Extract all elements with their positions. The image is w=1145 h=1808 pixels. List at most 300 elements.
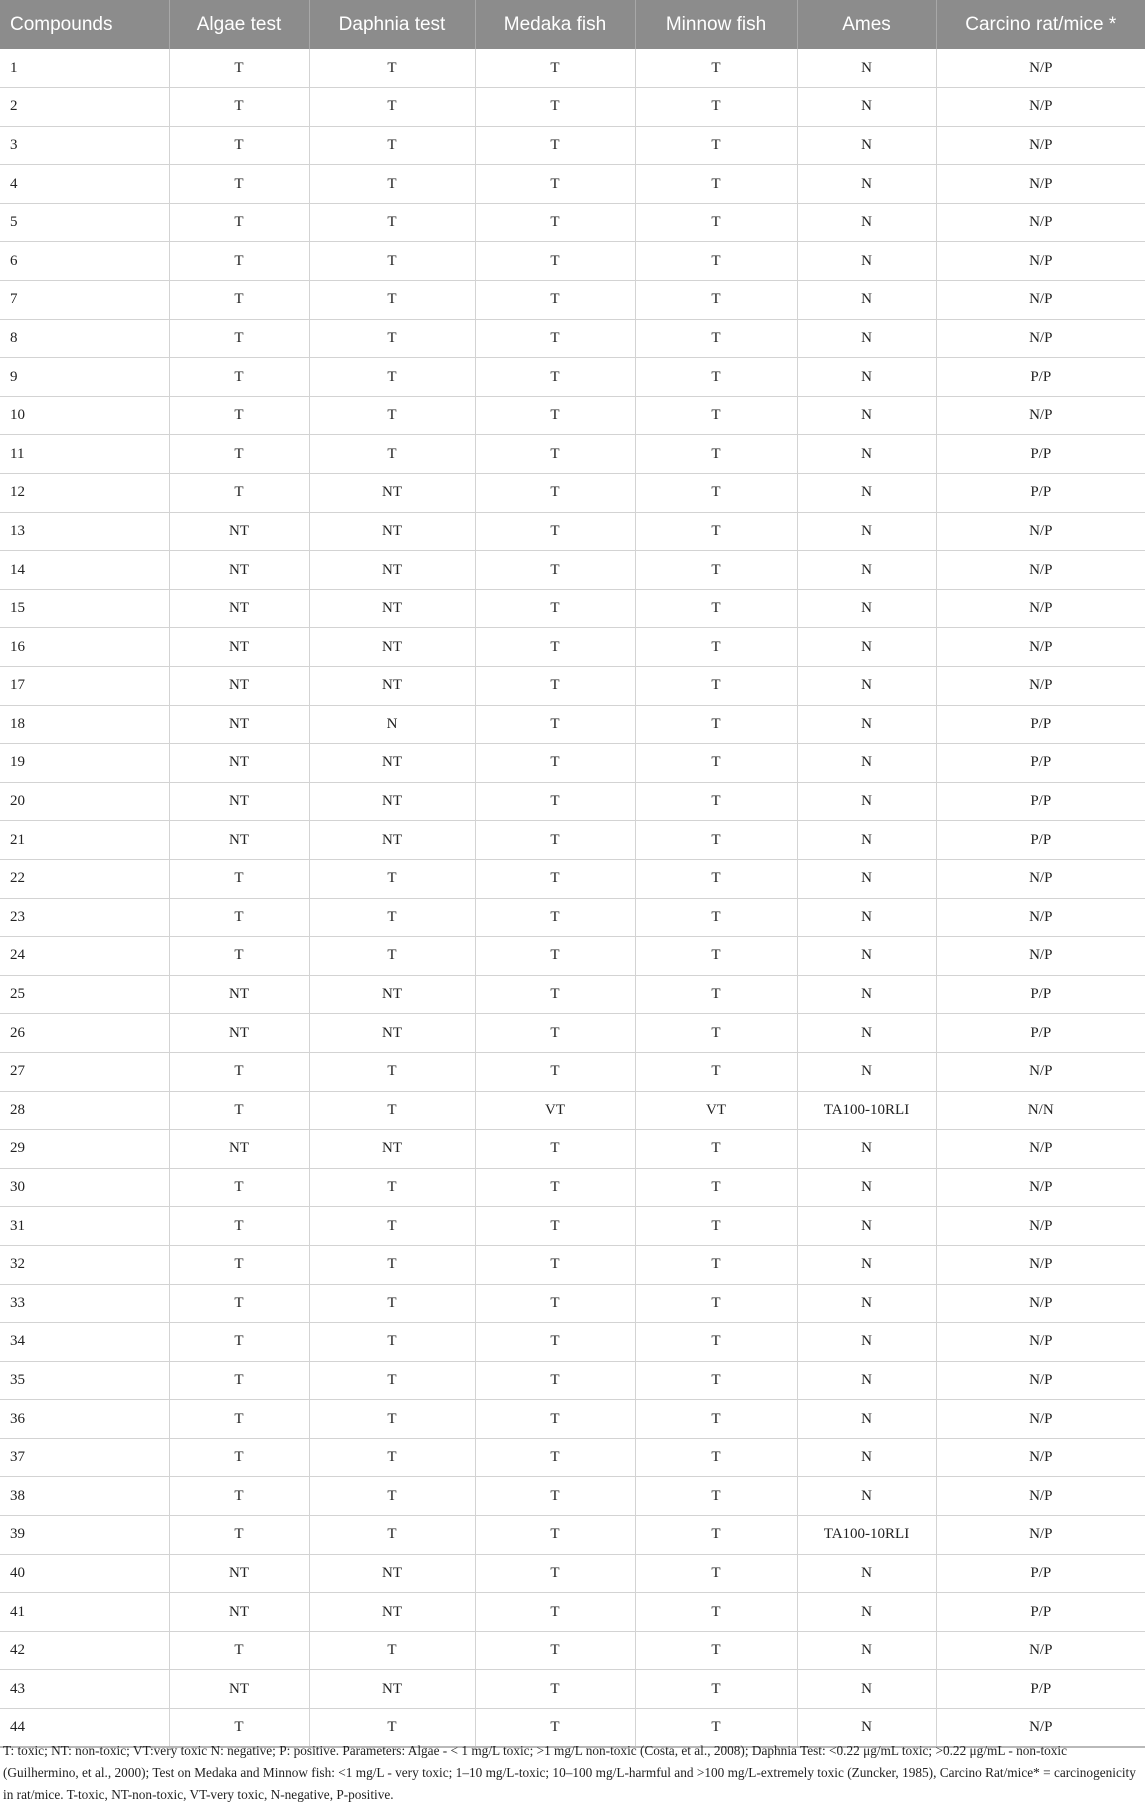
table-row [0, 1168, 1145, 1207]
cell-algae: NT [169, 744, 309, 783]
cell-minnow: T [635, 1207, 797, 1246]
cell-minnow: T [635, 1709, 797, 1748]
cell-algae: NT [169, 551, 309, 590]
cell-medaka: T [475, 474, 635, 513]
cell-daphnia: T [309, 126, 475, 165]
cell-compound: 10 [0, 396, 169, 435]
cell-compound: 25 [0, 975, 169, 1014]
cell-ames: N [797, 898, 936, 937]
table-row [0, 126, 1145, 165]
cell-compound: 38 [0, 1477, 169, 1516]
cell-daphnia: N [309, 705, 475, 744]
cell-daphnia: T [309, 1168, 475, 1207]
cell-ames: N [797, 319, 936, 358]
cell-compound: 30 [0, 1168, 169, 1207]
cell-daphnia: NT [309, 628, 475, 667]
cell-medaka: T [475, 203, 635, 242]
cell-algae: T [169, 49, 309, 88]
cell-compound: 44 [0, 1709, 169, 1748]
cell-compound: 39 [0, 1516, 169, 1555]
table-row [0, 358, 1145, 397]
cell-compound: 37 [0, 1438, 169, 1477]
cell-carcino: N/P [936, 859, 1145, 898]
cell-carcino: N/P [936, 319, 1145, 358]
cell-carcino: N/P [936, 1245, 1145, 1284]
table-row [0, 551, 1145, 590]
cell-ames: N [797, 203, 936, 242]
cell-minnow: T [635, 1593, 797, 1632]
cell-minnow: T [635, 1361, 797, 1400]
cell-ames: N [797, 396, 936, 435]
table-row [0, 319, 1145, 358]
cell-carcino: N/P [936, 49, 1145, 88]
cell-carcino: P/P [936, 975, 1145, 1014]
cell-carcino: N/P [936, 88, 1145, 127]
cell-medaka: T [475, 1631, 635, 1670]
cell-carcino: N/P [936, 512, 1145, 551]
cell-medaka: T [475, 126, 635, 165]
cell-medaka: T [475, 1130, 635, 1169]
cell-daphnia: T [309, 435, 475, 474]
table-row [0, 1400, 1145, 1439]
cell-algae: NT [169, 705, 309, 744]
cell-daphnia: NT [309, 744, 475, 783]
cell-compound: 34 [0, 1323, 169, 1362]
cell-daphnia: T [309, 1361, 475, 1400]
cell-compound: 20 [0, 782, 169, 821]
cell-minnow: T [635, 512, 797, 551]
cell-daphnia: T [309, 88, 475, 127]
table-row [0, 88, 1145, 127]
cell-algae: T [169, 126, 309, 165]
cell-algae: T [169, 435, 309, 474]
cell-medaka: T [475, 628, 635, 667]
cell-algae: NT [169, 1554, 309, 1593]
cell-ames: N [797, 512, 936, 551]
cell-minnow: T [635, 474, 797, 513]
cell-carcino: N/P [936, 1400, 1145, 1439]
cell-ames: N [797, 859, 936, 898]
cell-minnow: T [635, 1168, 797, 1207]
cell-daphnia: T [309, 1477, 475, 1516]
cell-compound: 8 [0, 319, 169, 358]
cell-carcino: P/P [936, 1014, 1145, 1053]
cell-carcino: N/P [936, 1130, 1145, 1169]
table-row [0, 474, 1145, 513]
cell-compound: 4 [0, 165, 169, 204]
cell-medaka: T [475, 782, 635, 821]
cell-daphnia: T [309, 281, 475, 320]
cell-carcino: N/P [936, 551, 1145, 590]
cell-minnow: T [635, 1400, 797, 1439]
cell-daphnia: T [309, 898, 475, 937]
cell-algae: T [169, 1207, 309, 1246]
cell-minnow: T [635, 1323, 797, 1362]
table-row [0, 898, 1145, 937]
header-medaka-fish: Medaka fish [475, 0, 635, 49]
cell-daphnia: T [309, 358, 475, 397]
cell-carcino: N/P [936, 1323, 1145, 1362]
cell-algae: NT [169, 512, 309, 551]
cell-medaka: T [475, 165, 635, 204]
cell-carcino: N/P [936, 628, 1145, 667]
cell-minnow: VT [635, 1091, 797, 1130]
cell-minnow: T [635, 1516, 797, 1555]
cell-algae: NT [169, 821, 309, 860]
cell-medaka: T [475, 1361, 635, 1400]
table-row [0, 396, 1145, 435]
cell-compound: 1 [0, 49, 169, 88]
table-row [0, 705, 1145, 744]
cell-minnow: T [635, 126, 797, 165]
cell-daphnia: NT [309, 821, 475, 860]
cell-daphnia: T [309, 396, 475, 435]
cell-carcino: N/P [936, 1361, 1145, 1400]
cell-medaka: T [475, 1709, 635, 1748]
cell-algae: NT [169, 628, 309, 667]
cell-daphnia: T [309, 1631, 475, 1670]
cell-carcino: N/P [936, 165, 1145, 204]
cell-ames: N [797, 1207, 936, 1246]
cell-medaka: T [475, 551, 635, 590]
cell-algae: NT [169, 1130, 309, 1169]
cell-compound: 28 [0, 1091, 169, 1130]
cell-ames: N [797, 1284, 936, 1323]
cell-compound: 16 [0, 628, 169, 667]
cell-compound: 40 [0, 1554, 169, 1593]
cell-ames: N [797, 628, 936, 667]
cell-daphnia: T [309, 49, 475, 88]
cell-algae: T [169, 474, 309, 513]
cell-compound: 12 [0, 474, 169, 513]
header-daphnia-test: Daphnia test [309, 0, 475, 49]
cell-algae: T [169, 1052, 309, 1091]
cell-compound: 17 [0, 667, 169, 706]
cell-minnow: T [635, 589, 797, 628]
table-body [0, 49, 1145, 1747]
cell-ames: N [797, 1052, 936, 1091]
cell-algae: T [169, 203, 309, 242]
table-row [0, 1091, 1145, 1130]
table-row [0, 281, 1145, 320]
cell-ames: N [797, 165, 936, 204]
cell-daphnia: NT [309, 1130, 475, 1169]
table-row [0, 1554, 1145, 1593]
cell-daphnia: T [309, 1284, 475, 1323]
cell-carcino: N/P [936, 667, 1145, 706]
cell-daphnia: NT [309, 474, 475, 513]
cell-carcino: P/P [936, 358, 1145, 397]
cell-carcino: N/N [936, 1091, 1145, 1130]
cell-medaka: T [475, 859, 635, 898]
cell-daphnia: T [309, 859, 475, 898]
cell-minnow: T [635, 898, 797, 937]
cell-minnow: T [635, 551, 797, 590]
cell-algae: NT [169, 782, 309, 821]
cell-compound: 27 [0, 1052, 169, 1091]
cell-medaka: T [475, 1207, 635, 1246]
cell-ames: N [797, 1554, 936, 1593]
table-row [0, 1593, 1145, 1632]
table-row [0, 1670, 1145, 1709]
cell-minnow: T [635, 1554, 797, 1593]
cell-algae: T [169, 1631, 309, 1670]
cell-daphnia: NT [309, 512, 475, 551]
cell-carcino: N/P [936, 1709, 1145, 1748]
cell-ames: N [797, 1014, 936, 1053]
cell-algae: NT [169, 1014, 309, 1053]
cell-medaka: T [475, 589, 635, 628]
cell-carcino: N/P [936, 1284, 1145, 1323]
header-minnow-fish: Minnow fish [635, 0, 797, 49]
cell-daphnia: T [309, 1207, 475, 1246]
table-row [0, 49, 1145, 88]
cell-algae: T [169, 1400, 309, 1439]
cell-carcino: P/P [936, 782, 1145, 821]
cell-minnow: T [635, 1477, 797, 1516]
cell-compound: 11 [0, 435, 169, 474]
cell-medaka: T [475, 1593, 635, 1632]
cell-minnow: T [635, 203, 797, 242]
cell-compound: 22 [0, 859, 169, 898]
cell-ames: N [797, 1130, 936, 1169]
cell-minnow: T [635, 396, 797, 435]
cell-medaka: T [475, 898, 635, 937]
cell-compound: 18 [0, 705, 169, 744]
table-row [0, 589, 1145, 628]
cell-compound: 42 [0, 1631, 169, 1670]
table-row [0, 203, 1145, 242]
cell-compound: 14 [0, 551, 169, 590]
cell-minnow: T [635, 1245, 797, 1284]
cell-medaka: T [475, 937, 635, 976]
cell-minnow: T [635, 782, 797, 821]
table-row [0, 1284, 1145, 1323]
cell-medaka: T [475, 1284, 635, 1323]
table-row [0, 1323, 1145, 1362]
cell-carcino: P/P [936, 435, 1145, 474]
table-row [0, 782, 1145, 821]
cell-ames: N [797, 551, 936, 590]
cell-carcino: N/P [936, 937, 1145, 976]
cell-ames: N [797, 1477, 936, 1516]
header-row [0, 0, 1145, 49]
cell-daphnia: NT [309, 589, 475, 628]
cell-daphnia: T [309, 1091, 475, 1130]
table-row [0, 744, 1145, 783]
cell-ames: TA100-10RLI [797, 1516, 936, 1555]
cell-minnow: T [635, 705, 797, 744]
cell-compound: 29 [0, 1130, 169, 1169]
cell-minnow: T [635, 358, 797, 397]
cell-compound: 9 [0, 358, 169, 397]
cell-ames: N [797, 1670, 936, 1709]
cell-daphnia: T [309, 1400, 475, 1439]
cell-medaka: T [475, 1400, 635, 1439]
cell-ames: N [797, 744, 936, 783]
cell-daphnia: T [309, 1245, 475, 1284]
cell-algae: T [169, 937, 309, 976]
cell-medaka: T [475, 667, 635, 706]
cell-algae: T [169, 165, 309, 204]
cell-ames: N [797, 126, 936, 165]
cell-algae: T [169, 1516, 309, 1555]
cell-algae: T [169, 1477, 309, 1516]
header-algae-test: Algae test [169, 0, 309, 49]
table-row [0, 1130, 1145, 1169]
cell-compound: 5 [0, 203, 169, 242]
cell-ames: N [797, 88, 936, 127]
cell-daphnia: T [309, 937, 475, 976]
cell-compound: 24 [0, 937, 169, 976]
cell-algae: T [169, 1245, 309, 1284]
cell-medaka: T [475, 1052, 635, 1091]
cell-algae: T [169, 1091, 309, 1130]
cell-daphnia: T [309, 319, 475, 358]
cell-ames: N [797, 821, 936, 860]
cell-minnow: T [635, 88, 797, 127]
cell-medaka: T [475, 975, 635, 1014]
cell-minnow: T [635, 319, 797, 358]
cell-compound: 21 [0, 821, 169, 860]
cell-algae: NT [169, 975, 309, 1014]
cell-daphnia: NT [309, 1593, 475, 1632]
cell-minnow: T [635, 667, 797, 706]
cell-compound: 33 [0, 1284, 169, 1323]
cell-carcino: N/P [936, 396, 1145, 435]
cell-algae: T [169, 358, 309, 397]
cell-daphnia: T [309, 1052, 475, 1091]
cell-algae: NT [169, 1593, 309, 1632]
table-row [0, 1516, 1145, 1555]
cell-minnow: T [635, 1631, 797, 1670]
table-row [0, 242, 1145, 281]
cell-medaka: VT [475, 1091, 635, 1130]
cell-compound: 35 [0, 1361, 169, 1400]
table-row [0, 1014, 1145, 1053]
table-header [0, 0, 1145, 49]
cell-daphnia: NT [309, 1014, 475, 1053]
cell-algae: T [169, 319, 309, 358]
cell-algae: T [169, 898, 309, 937]
cell-minnow: T [635, 165, 797, 204]
header-compounds: Compounds [0, 0, 169, 49]
cell-daphnia: T [309, 165, 475, 204]
cell-carcino: N/P [936, 1168, 1145, 1207]
cell-ames: N [797, 1709, 936, 1748]
cell-ames: N [797, 589, 936, 628]
cell-medaka: T [475, 88, 635, 127]
cell-compound: 41 [0, 1593, 169, 1632]
cell-ames: N [797, 242, 936, 281]
cell-medaka: T [475, 1438, 635, 1477]
cell-medaka: T [475, 396, 635, 435]
table-row [0, 435, 1145, 474]
cell-carcino: P/P [936, 1593, 1145, 1632]
cell-algae: T [169, 1284, 309, 1323]
cell-carcino: N/P [936, 1438, 1145, 1477]
cell-carcino: P/P [936, 1670, 1145, 1709]
table-row [0, 1361, 1145, 1400]
cell-compound: 26 [0, 1014, 169, 1053]
cell-daphnia: T [309, 1709, 475, 1748]
cell-daphnia: T [309, 1438, 475, 1477]
table-row [0, 512, 1145, 551]
cell-medaka: T [475, 1477, 635, 1516]
cell-ames: N [797, 667, 936, 706]
cell-ames: N [797, 435, 936, 474]
cell-minnow: T [635, 937, 797, 976]
cell-carcino: N/P [936, 1477, 1145, 1516]
table-row [0, 821, 1145, 860]
cell-algae: NT [169, 589, 309, 628]
cell-ames: N [797, 975, 936, 1014]
cell-ames: N [797, 281, 936, 320]
cell-medaka: T [475, 319, 635, 358]
cell-medaka: T [475, 705, 635, 744]
cell-carcino: P/P [936, 1554, 1145, 1593]
cell-compound: 13 [0, 512, 169, 551]
cell-minnow: T [635, 975, 797, 1014]
cell-ames: N [797, 474, 936, 513]
cell-algae: T [169, 859, 309, 898]
cell-minnow: T [635, 435, 797, 474]
cell-carcino: N/P [936, 1516, 1145, 1555]
cell-compound: 32 [0, 1245, 169, 1284]
cell-compound: 36 [0, 1400, 169, 1439]
table-row [0, 937, 1145, 976]
cell-ames: N [797, 1361, 936, 1400]
cell-carcino: P/P [936, 705, 1145, 744]
table-row [0, 667, 1145, 706]
cell-medaka: T [475, 358, 635, 397]
cell-carcino: N/P [936, 1052, 1145, 1091]
cell-medaka: T [475, 821, 635, 860]
table-row [0, 975, 1145, 1014]
cell-compound: 7 [0, 281, 169, 320]
cell-medaka: T [475, 1245, 635, 1284]
cell-minnow: T [635, 628, 797, 667]
header-ames: Ames [797, 0, 936, 49]
cell-carcino: P/P [936, 474, 1145, 513]
cell-daphnia: NT [309, 975, 475, 1014]
cell-daphnia: NT [309, 782, 475, 821]
table-row [0, 1245, 1145, 1284]
cell-ames: N [797, 1245, 936, 1284]
cell-minnow: T [635, 859, 797, 898]
cell-ames: N [797, 1323, 936, 1362]
cell-medaka: T [475, 1554, 635, 1593]
cell-medaka: T [475, 49, 635, 88]
cell-medaka: T [475, 1670, 635, 1709]
cell-carcino: N/P [936, 242, 1145, 281]
cell-minnow: T [635, 281, 797, 320]
cell-daphnia: T [309, 1516, 475, 1555]
cell-ames: TA100-10RLI [797, 1091, 936, 1130]
cell-daphnia: NT [309, 1554, 475, 1593]
cell-ames: N [797, 1438, 936, 1477]
cell-minnow: T [635, 1130, 797, 1169]
cell-daphnia: NT [309, 1670, 475, 1709]
cell-daphnia: T [309, 203, 475, 242]
cell-carcino: P/P [936, 821, 1145, 860]
cell-compound: 43 [0, 1670, 169, 1709]
cell-carcino: N/P [936, 1207, 1145, 1246]
cell-algae: T [169, 1323, 309, 1362]
cell-algae: T [169, 396, 309, 435]
cell-medaka: T [475, 744, 635, 783]
cell-compound: 31 [0, 1207, 169, 1246]
